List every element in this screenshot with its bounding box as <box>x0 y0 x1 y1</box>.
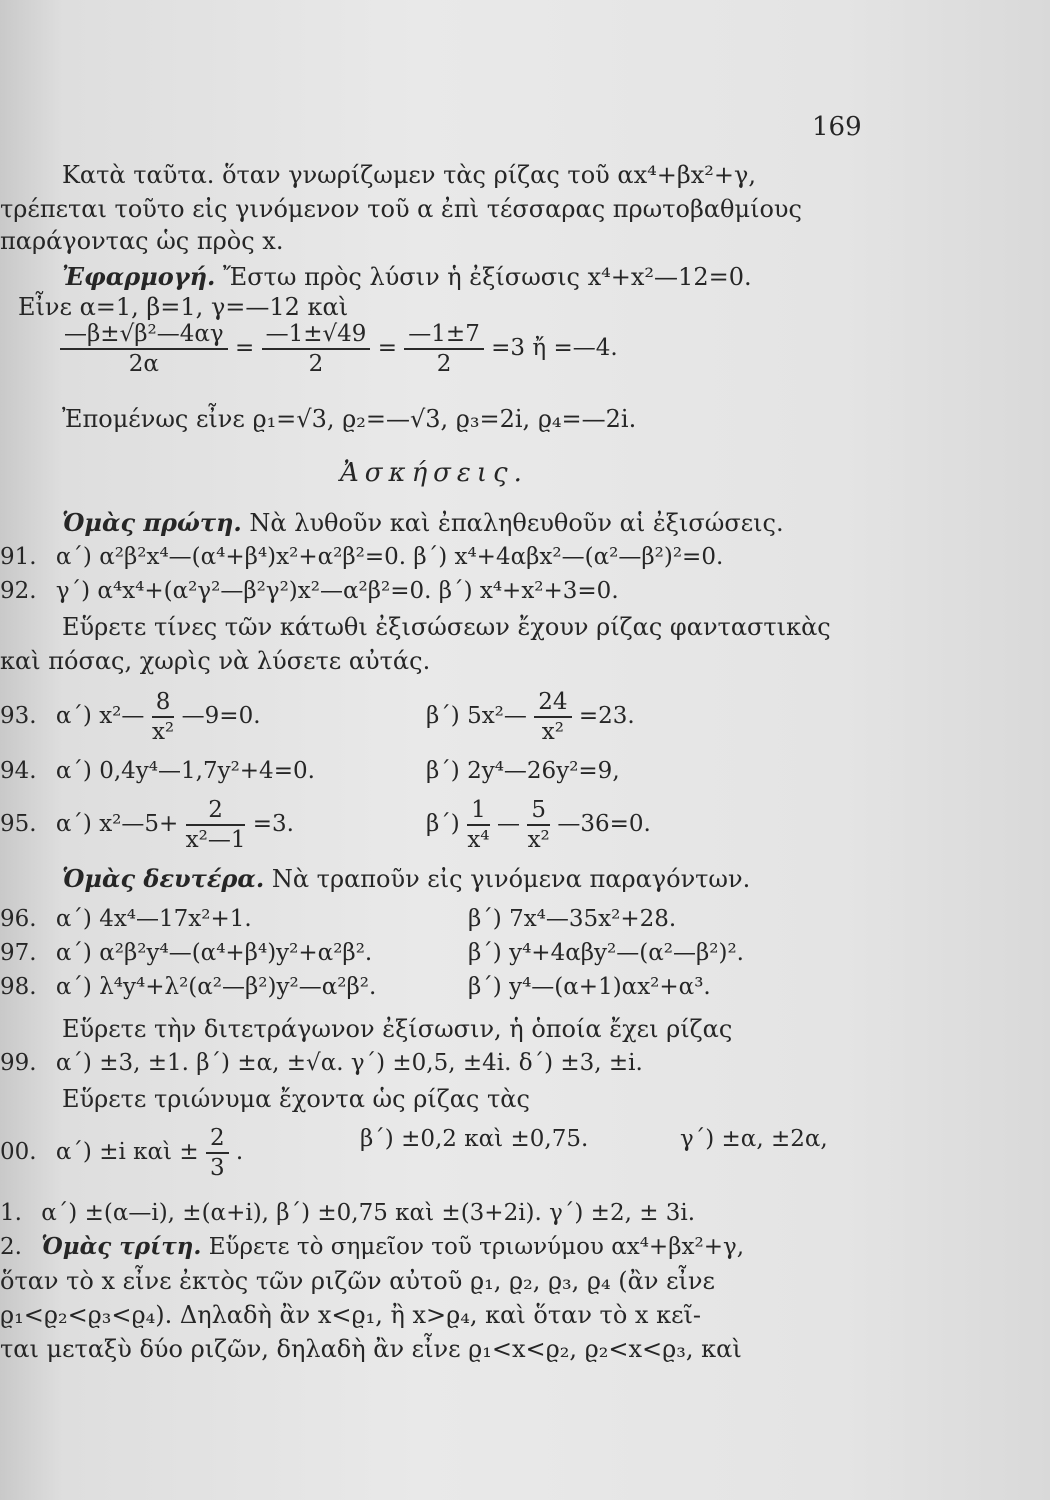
exercise-96 <box>0 904 677 934</box>
fraction-denominator: x² <box>151 719 175 745</box>
exercise-101 <box>0 1198 695 1228</box>
group2-text: Νὰ τραποῦν εἰς γινόμενα παραγόντων. <box>264 865 751 893</box>
exercise-95 <box>0 796 651 854</box>
exercise-a-post: =3. <box>252 811 294 837</box>
formula-denominator: 2α <box>128 351 159 377</box>
instruction-line: Εὕρετε τίνες τῶν κάτωθι ἐξισώσεων ἔχουν ρίζας φανταστικὰς <box>62 613 831 641</box>
exercise-number: 93. <box>0 703 37 729</box>
application-line <box>62 262 752 292</box>
exercise-fraction <box>527 796 550 854</box>
exercise-b-post: =23. <box>578 703 635 729</box>
instruction-line: Εὕρετε τριώνυμα ἔχοντα ὡς ρίζας τὰς <box>62 1085 530 1113</box>
group3-label: Ὁμὰς τρίτη. <box>41 1233 202 1260</box>
page-number: 169 <box>812 112 862 142</box>
fraction-numerator: 1 <box>467 796 490 826</box>
consequently-line: Ἐπομένως εἶνε ϱ₁=√3, ϱ₂=—√3, ϱ₃=2i, ϱ₄=—2i. <box>62 405 637 433</box>
exercise-a-pre: α΄) x²—5+ <box>55 811 179 837</box>
formula-denominator: 2 <box>436 351 452 377</box>
exercise-a-pre: α΄) ±i καὶ ± <box>55 1139 199 1165</box>
exercises-heading: Ἀσκήσεις. <box>340 458 528 488</box>
fraction-denominator: x² <box>527 827 550 853</box>
exercise-text: α΄) ±(α—i), ±(α+i), β΄) ±0,75 καὶ ±(3+2i). γ΄) ±2, ± 3i. <box>41 1200 696 1226</box>
fraction-numerator: 2 <box>206 1124 229 1154</box>
exercise-a-post: . <box>235 1139 244 1165</box>
exercise-number: 92. <box>0 578 37 604</box>
exercise-b <box>426 796 651 854</box>
formula-result: =3 ἤ =—4. <box>491 335 618 361</box>
exercise-text: α΄) α²β²x⁴—(α⁴+β⁴)x²+α²β²=0. β΄) x⁴+4αβx²—(α²—β²)²=0. <box>55 544 724 570</box>
fraction-denominator: x⁴ <box>467 827 490 853</box>
paragraph-line: ὅταν τὸ x εἶνε ἐκτὸς τῶν ριζῶν αὐτοῦ ϱ₁, ϱ₂, ϱ₃, ϱ₄ (ἂν εἶνε <box>0 1267 715 1295</box>
exercise-text: γ΄) α⁴x⁴+(α²γ²—β²γ²)x²—α²β²=0. β΄) x⁴+x²+3=0. <box>55 578 619 604</box>
fraction-denominator: 3 <box>209 1155 225 1181</box>
exercise-b <box>426 688 635 746</box>
exercise-number: 94. <box>0 758 37 784</box>
exercise-97 <box>0 938 744 968</box>
paragraph-line: ϱ₁<ϱ₂<ϱ₃<ϱ₄). Δηλαδὴ ἂν x<ϱ₁, ἢ x>ϱ₄, καὶ ὅταν τὸ x κεῖ- <box>0 1301 702 1329</box>
exercise-number: 97. <box>0 940 37 966</box>
exercise-number: 00. <box>0 1139 37 1165</box>
fraction-denominator: x²—1 <box>185 827 246 853</box>
exercise-b-pre: β΄) <box>426 811 460 837</box>
exercise-number: 2. <box>0 1234 22 1260</box>
fraction-numerator: 8 <box>152 688 175 718</box>
group2-line <box>62 864 750 894</box>
paragraph-line: παράγοντας ὡς πρὸς x. <box>0 227 284 255</box>
formula-equals: = <box>234 335 255 361</box>
exercise-102 <box>0 1232 744 1262</box>
exercise-93 <box>0 688 635 746</box>
paragraph-line: Κατὰ ταῦτα. ὅταν γνωρίζωμεν τὰς ρίζας τοῦ αx⁴+βx²+γ, <box>62 161 756 189</box>
exercise-number: 1. <box>0 1200 22 1226</box>
exercise-fraction <box>186 796 246 854</box>
group1-label: Ὁμὰς πρώτη. <box>62 508 242 537</box>
exercise-a: α΄) 0,4y⁴—1,7y²+4=0. <box>55 758 315 784</box>
formula-denominator: 2 <box>308 351 324 377</box>
exercise-94 <box>0 756 620 786</box>
exercise-fraction <box>206 1124 229 1182</box>
exercise-b: β΄) y⁴—(α+1)αx²+α³. <box>468 974 711 1000</box>
exercise-fraction <box>152 688 175 746</box>
exercise-c: γ΄) ±α, ±2α, <box>680 1126 828 1152</box>
exercise-text: α΄) ±3, ±1. β΄) ±α, ±√α. γ΄) ±0,5, ±4i. δ΄) ±3, ±i. <box>55 1050 643 1076</box>
exercise-100 <box>0 1124 828 1182</box>
formula-fraction <box>60 320 228 378</box>
exercise-number: 95. <box>0 811 37 837</box>
exercise-a-pre: α΄) x²— <box>55 703 145 729</box>
fraction-numerator: 5 <box>527 796 550 826</box>
exercise-text: Εὕρετε τὸ σημεῖον τοῦ τριωνύμου αx⁴+βx²+γ, <box>201 1234 745 1260</box>
fraction-numerator: 24 <box>534 688 571 718</box>
exercise-number: 98. <box>0 974 37 1000</box>
exercise-b: β΄) y⁴+4αβy²—(α²—β²)². <box>468 940 744 966</box>
exercise-number: 96. <box>0 906 37 932</box>
group1-text: Νὰ λυθοῦν καὶ ἐπαληθευθοῦν αἱ ἐξισώσεις. <box>241 509 784 537</box>
exercise-b-mid: — <box>497 811 521 837</box>
exercise-b: β΄) 7x⁴—35x²+28. <box>468 906 677 932</box>
exercise-a: α΄) λ⁴y⁴+λ²(α²—β²)y²—α²β². <box>55 974 377 1000</box>
exercise-92 <box>0 576 619 606</box>
application-text: Ἔστω πρὸς λύσιν ἡ ἐξίσωσις x⁴+x²—12=0. <box>215 263 752 291</box>
instruction-line: καὶ πόσας, χωρὶς νὰ λύσετε αὐτάς. <box>0 647 431 675</box>
formula-numerator: —1±7 <box>404 320 484 350</box>
formula-fraction <box>262 320 371 378</box>
exercise-b: β΄) ±0,2 καὶ ±0,75. <box>360 1126 589 1152</box>
exercise-b-post: —36=0. <box>557 811 651 837</box>
formula-numerator: —1±√49 <box>262 320 371 350</box>
exercise-fraction <box>467 796 490 854</box>
fraction-denominator: x² <box>541 719 564 745</box>
exercise-a: α΄) α²β²y⁴—(α⁴+β⁴)y²+α²β². <box>55 940 373 966</box>
exercise-a-post: —9=0. <box>181 703 261 729</box>
group2-label: Ὁμὰς δευτέρα. <box>62 864 265 893</box>
exercise-91 <box>0 542 723 572</box>
exercise-fraction <box>534 688 571 746</box>
fraction-numerator: 2 <box>186 796 246 826</box>
instruction-line: Εὕρετε τὴν διτετράγωνον ἐξίσωσιν, ἡ ὁποία ἔχει ρίζας <box>62 1015 733 1043</box>
exercise-number: 99. <box>0 1050 37 1076</box>
paragraph-line: τρέπεται τοῦτο εἰς γινόμενον τοῦ α ἐπὶ τέσσαρας πρωτοβαθμίους <box>0 195 802 223</box>
formula-numerator: —β±√β²—4αγ <box>60 320 228 350</box>
formula-fraction <box>404 320 484 378</box>
application-label: Ἐφαρμογή. <box>62 262 216 291</box>
exercise-99 <box>0 1048 643 1078</box>
exercise-b-pre: β΄) 5x²— <box>426 703 527 729</box>
exercise-number: 91. <box>0 544 37 570</box>
quadratic-formula <box>60 320 618 378</box>
application-line-2: Εἶνε α=1, β=1, γ=—12 καὶ <box>18 293 349 321</box>
exercise-b: β΄) 2y⁴—26y²=9, <box>426 758 620 784</box>
formula-equals: = <box>377 335 397 361</box>
group1-line <box>62 508 784 538</box>
exercise-a: α΄) 4x⁴—17x²+1. <box>55 906 252 932</box>
paragraph-line: ται μεταξὺ δύο ριζῶν, δηλαδὴ ἂν εἶνε ϱ₁<x<ϱ₂, ϱ₂<x<ϱ₃, καὶ <box>0 1335 742 1363</box>
exercise-98 <box>0 972 711 1002</box>
